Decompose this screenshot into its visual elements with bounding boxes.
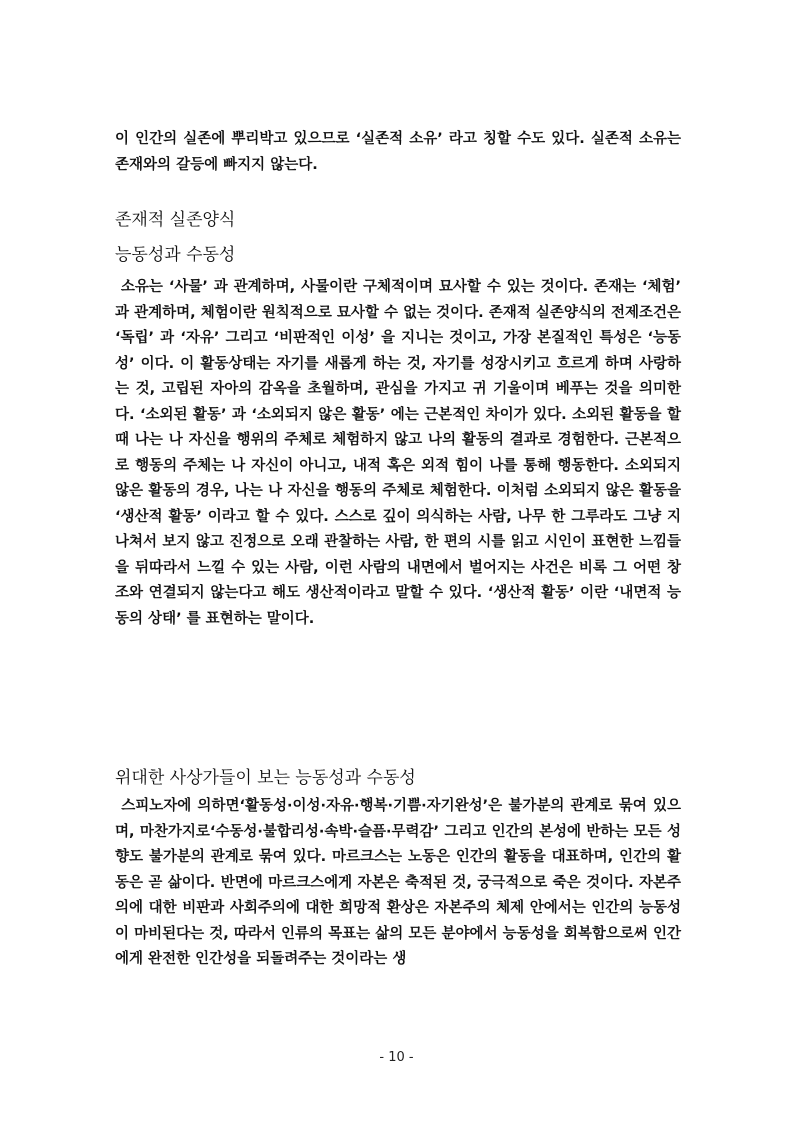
top-paragraph: 이 인간의 실존에 뿌리박고 있으므로 ‘실존적 소유’ 라고 칭할 수도 있다. 실존적 소유는 존재와의 갈등에 빠지지 않는다. — [115, 131, 687, 173]
text-block-top — [115, 127, 687, 178]
section1-body: 소유는 ‘사물’ 과 관계하며, 사물이란 구체적이며 묘사할 수 있는 것이다. 존재는 ‘체험’ 과 관계하며, 체험이란 원칙적으로 묘사할 수 없는 것이다. 존재적 실존양식의 전제조건은 ‘독립’ 과 ‘자유’ 그리고 ‘비판적인 이성’ 을 지니는 것이고, 가장 본질적인 특성은 ‘능동성’ 이다. 이 활동상태는 자기를 새롭게 하는 것, 자기를 성장시키고 흐르게 하며 사랑하는 것, 고립된 자아의 감옥을 초월하며, 관심을 가지고 귀 기울이며 베푸는 것을 의미한다. ‘소외된 활동’ 과 ‘소외되지 않은 활동’ 에는 근본적인 차이가 있다. 소외된 활동을 할 때 나는 나 자신을 행위의 주체로 체험하지 않고 나의 활동의 결과로 경험한다. 근본적으로 행동의 주체는 나 자신이 아니고, 내적 혹은 외적 힘이 나를 통해 행동한다. 소외되지 않은 활동의 경우, 나는 나 자신을 행동의 주체로 체험한다. 이처럼 소외되지 않은 활동을 ‘생산적 활동’ 이라고 할 수 있다. 스스로 깊이 의식하는 사람, 나무 한 그루라도 그냥 지나쳐서 보지 않고 진정으로 오래 관찰하는 사람, 한 편의 시를 읽고 시인이 표현한 느낌들을 뒤따라서 느낄 수 있는 사람, 이런 사람의 내면에서 벌어지는 사건은 비록 그 어떤 창조와 연결되지 않는다고 해도 생산적이라고 말할 수 있다. ‘생산적 활동’ 이란 ‘내면적 능동의 상태’ 를 표현하는 말이다. — [115, 279, 687, 627]
section2-body: 스피노자에 의하면‘활동성·이성·자유·행복·기쁨·자기완성’은 불가분의 관계로 묶여 있으며, 마찬가지로‘수동성·불합리성·속박·슬픔·무력감’ 그리고 인간의 본성에 반하는 모든 성향도 불가분의 관계로 묶여 있다. 마르크스는 노동은 인간의 활동을 대표하며, 인간의 활동은 곧 삶이다. 반면에 마르크스에게 자본은 축적된 것, 궁극적으로 죽은 것이다. 자본주의에 대한 비판과 사회주의에 대한 희망적 환상은 자본주의 체제 안에서는 인간의 능동성이 마비된다는 것, 따라서 인류의 목표는 삶의 모든 분야에서 능동성을 회복함으로써 인간에게 완전한 인간성을 되돌려주는 것이라는 생 — [115, 798, 681, 967]
text-block-middle — [115, 275, 687, 632]
section-subheading — [115, 243, 681, 267]
section1-subtitle: 능동성과 수동성 — [115, 245, 236, 265]
text-block-bottom — [115, 794, 681, 973]
section-heading — [115, 766, 681, 790]
section2-title: 위대한 사상가들이 보는 능동성과 수동성 — [115, 768, 416, 788]
page-number: - 10 - — [379, 1050, 414, 1065]
section1-title: 존재적 실존양식 — [115, 210, 236, 230]
section-heading — [115, 208, 681, 232]
